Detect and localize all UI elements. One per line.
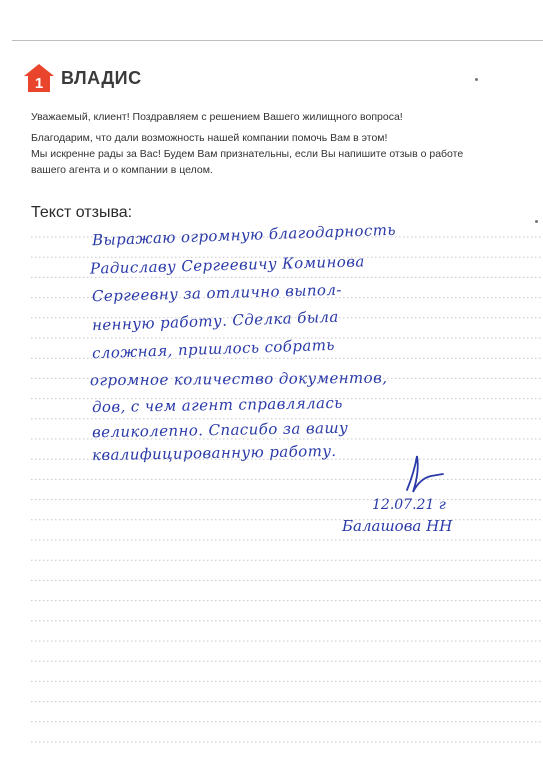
intro-request-line-1: Мы искренне рады за Вас! Будем Вам признательны, если Вы напишите отзыв о работе [31, 148, 464, 160]
review-line: великолепно. Спасибо за вашу [91, 418, 349, 442]
scan-speck [535, 220, 538, 223]
review-line: Выражаю огромную благодарность [91, 220, 397, 250]
review-date: 12.07.21 г [372, 497, 446, 513]
ruled-lines [31, 233, 543, 753]
review-line: квалифицированную работу. [91, 441, 337, 465]
scan-speck [475, 78, 478, 81]
brand-logo [22, 62, 142, 94]
logo-glyph: 1 [34, 75, 44, 92]
reviewer-name: Балашова НН [342, 517, 453, 535]
review-line: сложная, пришлось собрать [91, 335, 336, 363]
review-line: Сергеевну за отлично выпол- [91, 280, 342, 306]
review-line: Радиславу Сергеевичу Коминова [89, 252, 365, 278]
section-title: Текст отзыва: [31, 204, 133, 221]
brand-name: ВЛАДИС [61, 67, 142, 88]
review-line: огромное количество документов, [89, 368, 388, 390]
intro-greeting: Уважаемый, клиент! Поздравляем с решением Вашего жилищного вопроса! [31, 111, 403, 123]
top-divider [12, 40, 543, 41]
intro-request-line-2: вашего агента и о компании в целом. [31, 164, 213, 176]
intro-thanks: Благодарим, что дали возможность нашей компании помочь Вам в этом! [31, 132, 388, 144]
review-line: дов, с чем агент справлялась [91, 393, 343, 417]
house-logo-icon [22, 62, 56, 94]
review-line: ненную работу. Сделка была [91, 307, 339, 335]
